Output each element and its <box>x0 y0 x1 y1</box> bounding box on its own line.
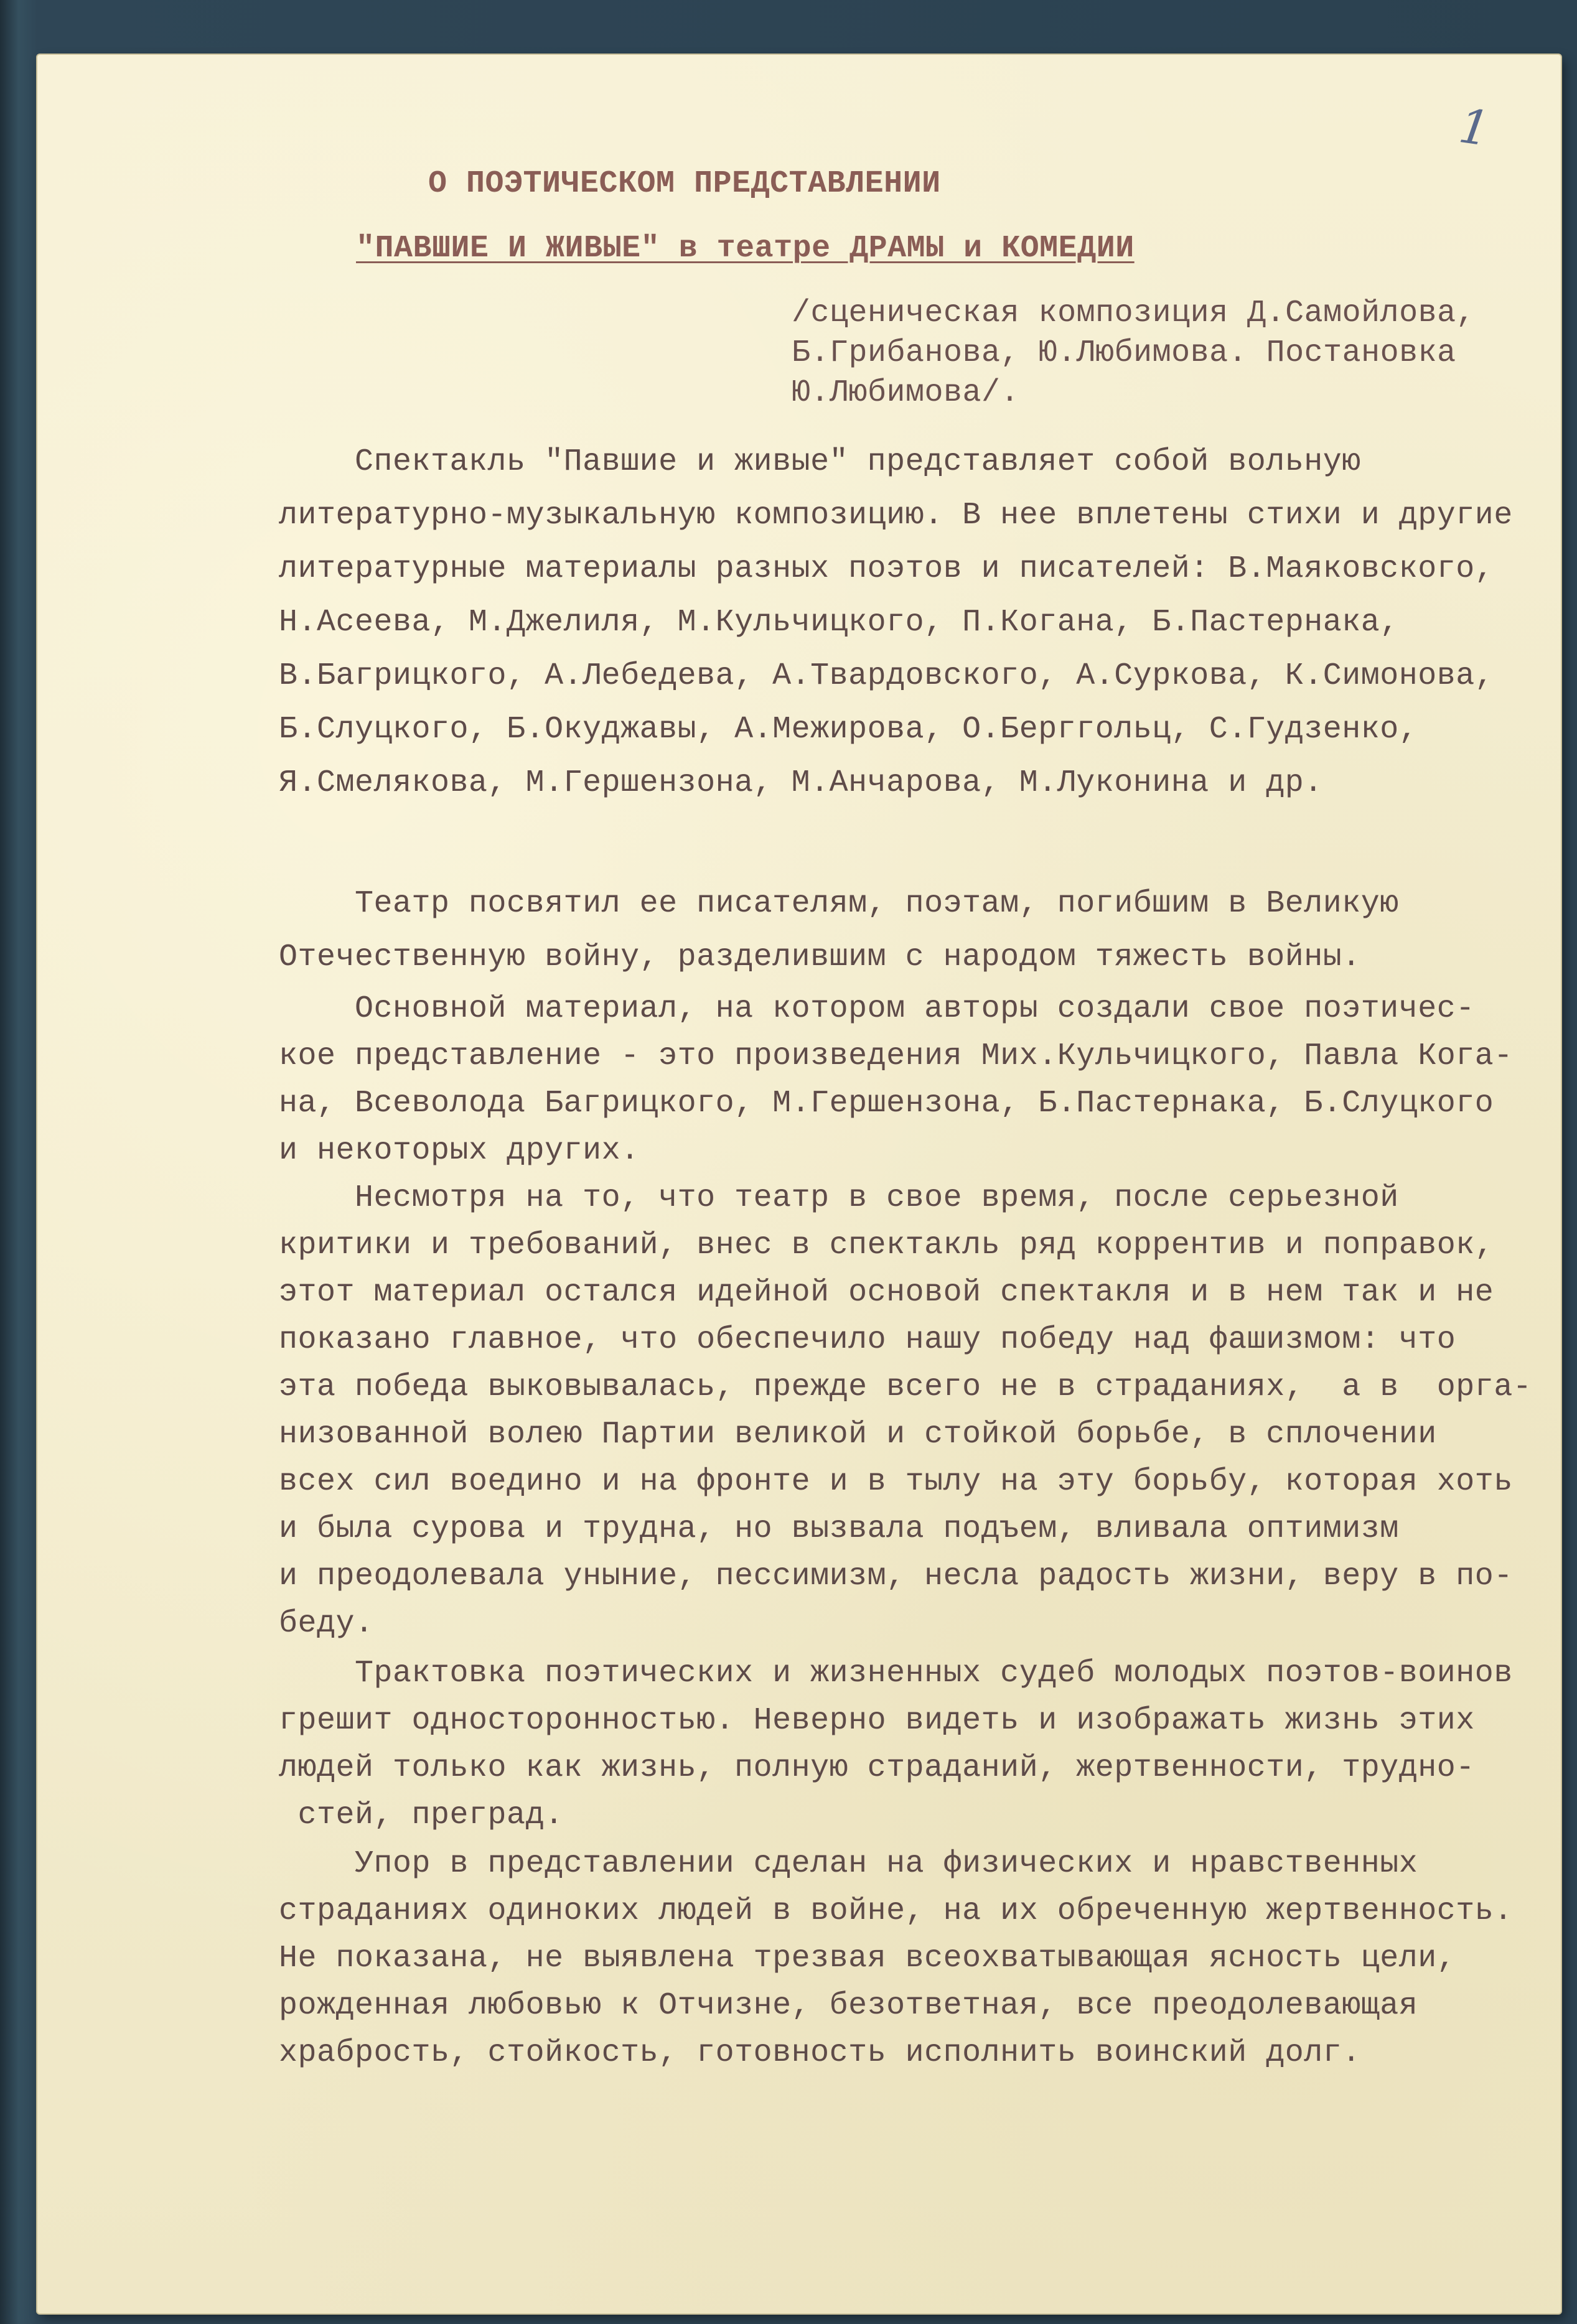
paragraph-4: Несмотря на то, что театр в свое время, после серьезной критики и требований, внес в спектакль ряд коррентив и поправок, этот материал остался идейной основой спектакля и в нем так и не показано главное, что обеспечило нашу победу над фашизмом: что эта победа выковывалась, прежде всего не в страданиях, а в орга- низованной волею Партии великой и стойкой борьбе, в сплочении всех сил воедино и на фронте и в тылу на эту борьбу, которая хоть и была сурова и трудна, но вызвала подъем, вливала оптимизм и преодолевала уныние, пессимизм, несла радость жизни, веру в по- беду. <box>279 1180 1532 1641</box>
paragraph-1: Спектакль "Павшие и живые" представляет собой вольную литературно-музыкальную композицию. В нее вплетены стихи и другие литературные материалы разных поэтов и писателей: В.Маяковского, Н.Асеева, М.Джелиля, М.Кульчицкого, П.Когана, Б.Пастернака, В.Багрицкого, А.Лебедева, А.Твардовского, А.Суркова, К.Симонова, Б.Слуцкого, Б.Окуджавы, А.Межирова, О.Берггольц, С.Гудзенко, Я.Смелякова, М.Гершензона, М.Анчарова, М.Луконина и др. <box>279 444 1513 801</box>
production-credits: /сценическая композиция Д.Самойлова, Б.Грибанова, Ю.Любимова. Постановка Ю.Любимова/. <box>792 296 1476 411</box>
handwritten-page-number: 1 <box>1456 98 1494 157</box>
paragraph-5: Трактовка поэтических и жизненных судеб молодых поэтов-воинов грешит односторонностью. Неверно видеть и изображать жизнь этих людей только как жизнь, полную страданий, жертвенности, трудно- стей, преград. <box>279 1656 1513 1833</box>
paragraph-6: Упор в представлении сделан на физических и нравственных страданиях одиноких людей в войне, на их обреченную жертвенность. Не показана, не выявлена трезвая всеохватывающая ясность цели, рожденная любовью к Отчизне, безответная, все преодолевающая храбрость, стойкость, готовность исполнить воинский долг. <box>279 1846 1513 2071</box>
document-subtitle: "ПАВШИЕ И ЖИВЫЕ" в театре ДРАМЫ и КОМЕДИИ <box>356 231 1135 266</box>
paragraph-3: Основной материал, на котором авторы создали свое поэтичес- кое представление - это произведения Мих.Кульчицкого, Павла Кога- на, Всеволода Багрицкого, М.Гершензона, Б.Пастернака, Б.Слуцкого и некоторых других. <box>279 991 1513 1169</box>
document-title: О ПОЭТИЧЕСКОМ ПРЕДСТАВЛЕНИИ <box>428 166 941 202</box>
paragraph-2: Театр посвятил ее писателям, поэтам, погибшим в Великую Отечественную войну, разделившим с народом тяжесть войны. <box>279 886 1399 975</box>
